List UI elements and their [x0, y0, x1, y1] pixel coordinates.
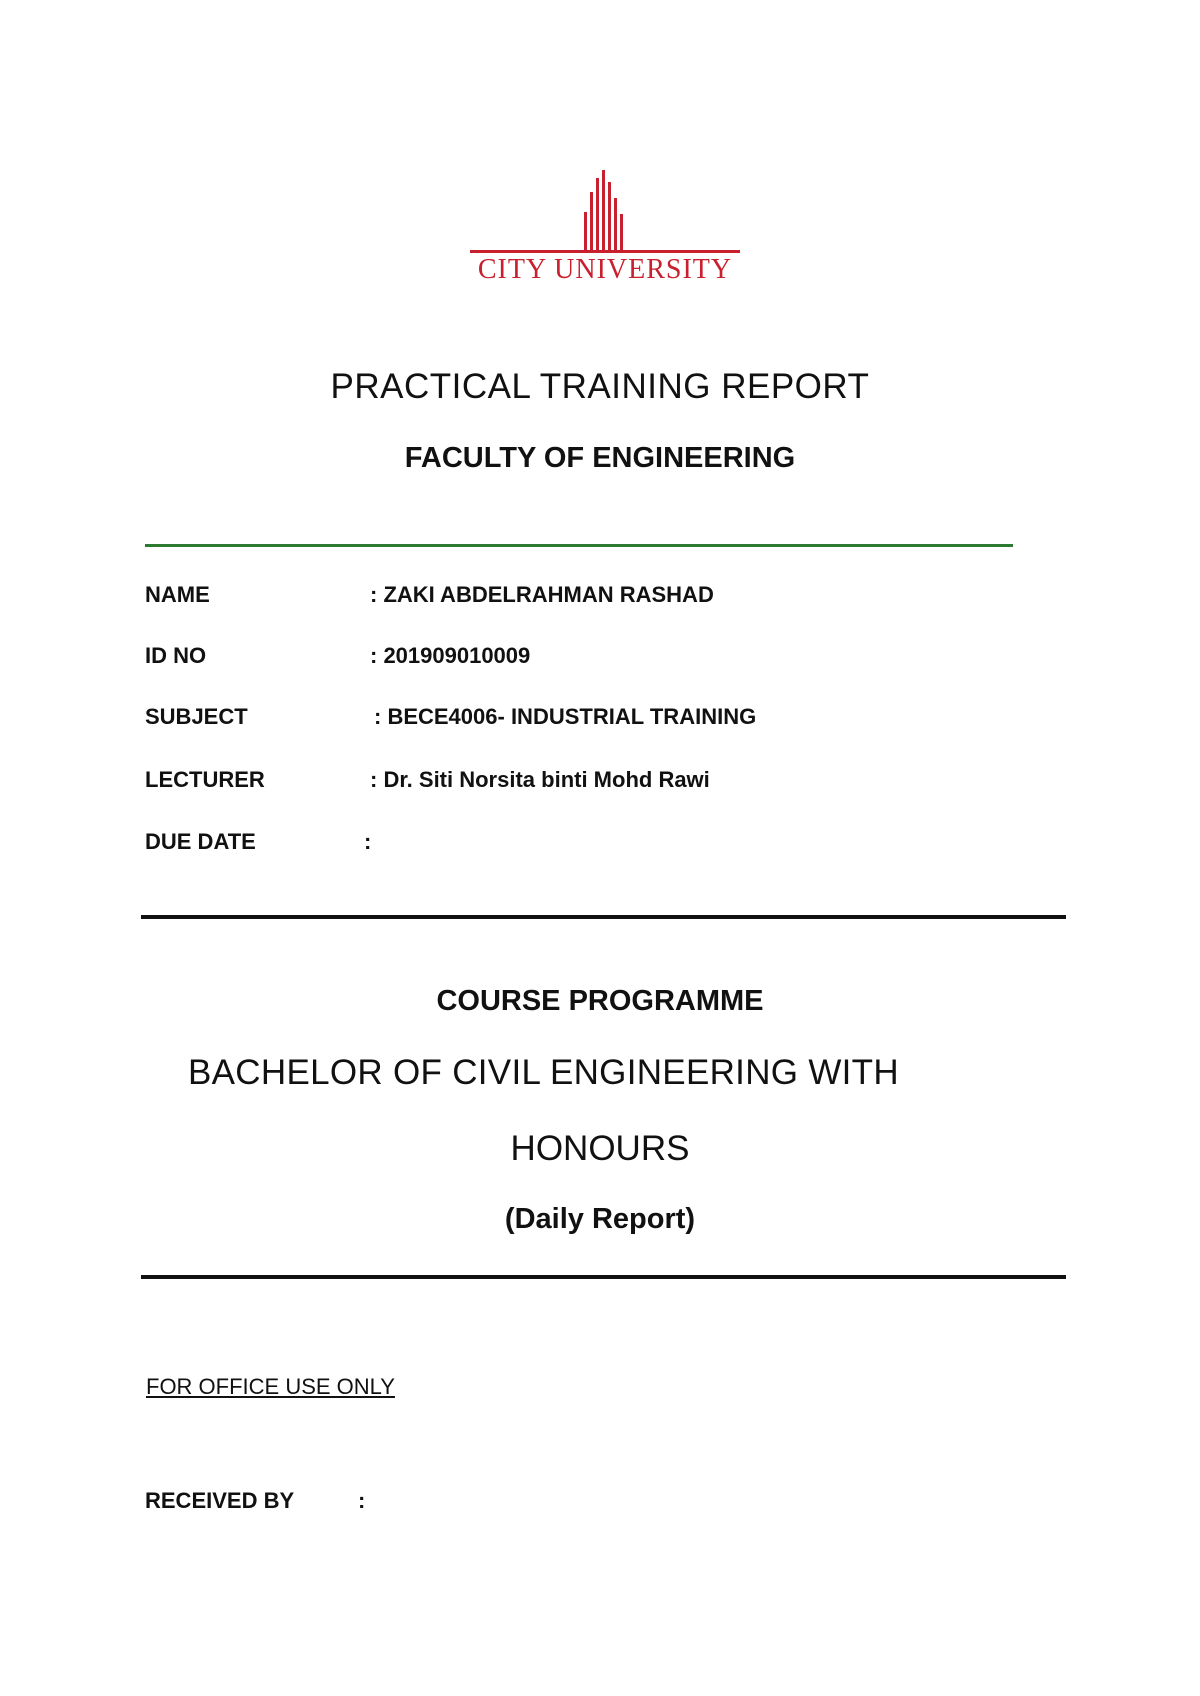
- bottom-black-divider: [141, 1275, 1066, 1279]
- id-label: ID NO: [145, 643, 207, 668]
- subject-label: SUBJECT: [145, 704, 248, 729]
- subject-value: : BECE4006- INDUSTRIAL TRAINING: [374, 704, 757, 729]
- green-divider: [145, 544, 1013, 547]
- course-programme-heading: COURSE PROGRAMME: [436, 985, 764, 1017]
- due-date-value: :: [364, 829, 372, 854]
- top-black-divider: [141, 915, 1066, 919]
- city-university-logo-icon: [470, 170, 740, 260]
- report-title: PRACTICAL TRAINING REPORT: [330, 367, 870, 406]
- due-date-label: DUE DATE: [145, 829, 256, 854]
- lecturer-label: LECTURER: [145, 767, 265, 792]
- university-logo: [470, 170, 740, 290]
- office-use-heading: FOR OFFICE USE ONLY: [146, 1374, 395, 1399]
- lecturer-value: : Dr. Siti Norsita binti Mohd Rawi: [370, 767, 710, 792]
- received-by-value: :: [358, 1488, 366, 1513]
- id-value: : 201909010009: [370, 643, 531, 668]
- programme-name-line-1: BACHELOR OF CIVIL ENGINEERING WITH: [188, 1053, 899, 1092]
- name-label: NAME: [145, 582, 210, 607]
- name-value: : ZAKI ABDELRAHMAN RASHAD: [370, 582, 714, 607]
- received-by-label: RECEIVED BY: [145, 1488, 295, 1513]
- programme-name-line-2: HONOURS: [510, 1129, 690, 1168]
- logo-text: CITY UNIVERSITY: [477, 254, 733, 285]
- faculty-title: FACULTY OF ENGINEERING: [404, 442, 796, 474]
- report-type: (Daily Report): [504, 1203, 696, 1235]
